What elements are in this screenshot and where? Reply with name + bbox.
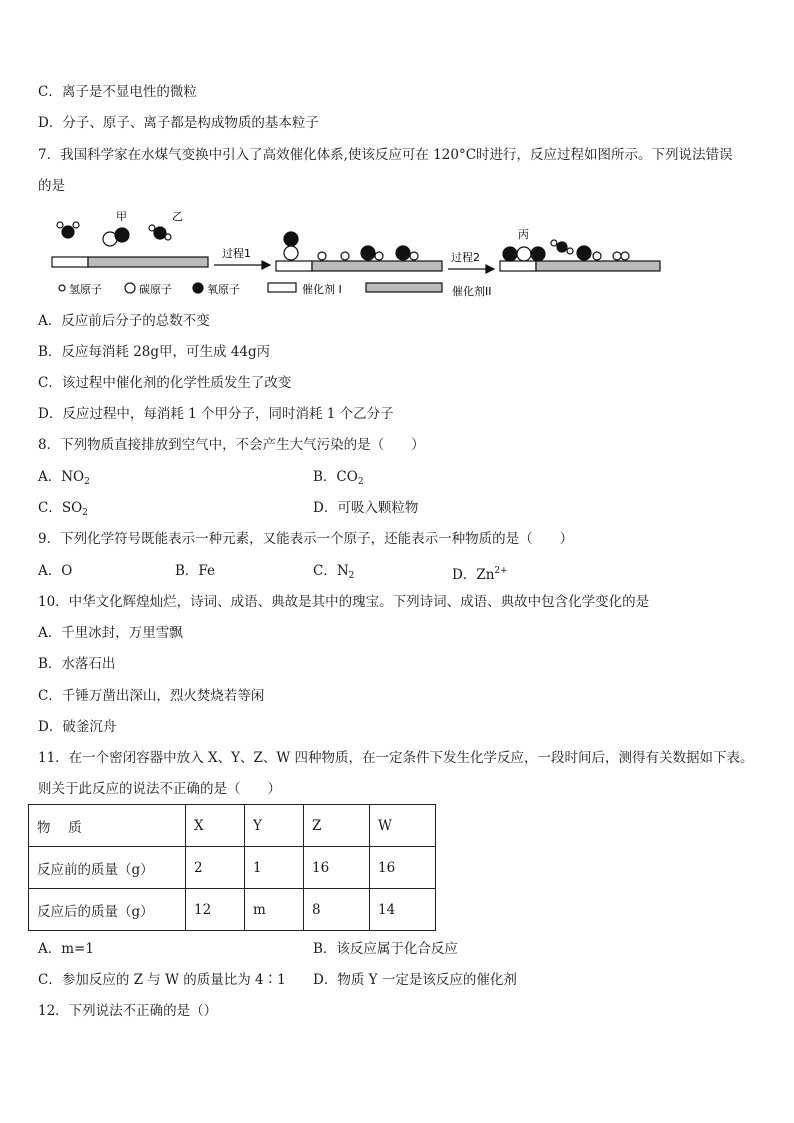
q8-stem: 8．下列物质直接排放到空气中，不会产生大气污染的是（ ） bbox=[38, 437, 425, 453]
q10-option-c: C．千锤万凿出深山，烈火焚烧若等闲 bbox=[38, 688, 265, 704]
table-cell: 8 bbox=[304, 889, 370, 931]
q7-stem-line1: 7．我国科学家在水煤气变换中引入了高效催化体系,使该反应可在 120°C时进行，反应过程如图所示。下列说法错误 bbox=[38, 147, 733, 163]
table-cell: W bbox=[370, 805, 436, 847]
q11-data-table bbox=[28, 804, 436, 931]
q9-stem: 9．下列化学符号既能表示一种元素，又能表示一个原子，还能表示一种物质的是（ ） bbox=[38, 531, 574, 547]
q10-stem: 10．中华文化辉煌灿烂，诗词、成语、典故是其中的瑰宝。下列诗词、成语、典故中包含化学变化的是 bbox=[38, 594, 650, 610]
table-cell: 16 bbox=[370, 847, 436, 889]
table-cell: 16 bbox=[304, 847, 370, 889]
q9-option-c: C．$N_2$ bbox=[313, 563, 355, 581]
q10-option-d: D．破釜沉舟 bbox=[38, 719, 117, 735]
q11-option-c: C．参加反应的 Z 与 W 的质量比为 4∶1 bbox=[38, 972, 286, 988]
q10-option-b: B．水落石出 bbox=[38, 656, 116, 672]
table-cell: 14 bbox=[370, 889, 436, 931]
q10-option-a: A．千里冰封，万里雪飘 bbox=[38, 625, 183, 641]
q8-option-b: B．$CO_2$ bbox=[313, 469, 364, 487]
label-yi: 乙 bbox=[172, 210, 183, 223]
table-row bbox=[29, 847, 436, 889]
q11-option-d: D．物质 Y 一定是该反应的催化剂 bbox=[313, 972, 517, 988]
q7-option-b: B．反应每消耗 28g甲，可生成 44g丙 bbox=[38, 344, 271, 360]
table-cell: 反应后的质量（g） bbox=[29, 889, 186, 931]
legend-hydrogen: 氢原子 bbox=[69, 283, 102, 296]
q11-option-b: B．该反应属于化合反应 bbox=[313, 941, 458, 957]
q9-option-b: B．Fe bbox=[175, 563, 216, 579]
q6-option-c: C．离子是不显电性的微粒 bbox=[38, 84, 197, 100]
table-cell: 反应前的质量（g） bbox=[29, 847, 186, 889]
label-jia: 甲 bbox=[116, 210, 127, 223]
table-cell: Z bbox=[304, 805, 370, 847]
table-row bbox=[29, 889, 436, 931]
q8-option-c: C．$SO_2$ bbox=[38, 500, 88, 518]
table-cell: 2 bbox=[186, 847, 245, 889]
table-cell: 物 质 bbox=[29, 805, 186, 847]
q11-stem-line2: 则关于此反应的说法不正确的是（ ） bbox=[38, 781, 281, 797]
q7-option-c: C．该过程中催化剂的化学性质发生了改变 bbox=[38, 375, 292, 391]
q11-option-a: A．m=1 bbox=[38, 941, 94, 957]
legend-oxygen: 氧原子 bbox=[207, 283, 240, 296]
q8-option-d: D．可吸入颗粒物 bbox=[313, 500, 419, 516]
q11-stem-line1: 11．在一个密闭容器中放入 X、Y、Z、W 四种物质，在一定条件下发生化学反应，一段时间后，测得有关数据如下表。 bbox=[38, 750, 754, 766]
q7-stem-line2: 的是 bbox=[38, 178, 65, 194]
table-cell: Y bbox=[245, 805, 304, 847]
table-cell: 1 bbox=[245, 847, 304, 889]
legend-carbon: 碳原子 bbox=[139, 283, 172, 296]
q7-option-a: A．反应前后分子的总数不变 bbox=[38, 313, 210, 329]
q6-option-d: D．分子、原子、离子都是构成物质的基本粒子 bbox=[38, 115, 319, 131]
label-process1: 过程1 bbox=[222, 247, 251, 260]
table-cell: X bbox=[186, 805, 245, 847]
legend-catalyst-1: 催化剂 I bbox=[302, 283, 342, 296]
table-cell: 12 bbox=[186, 889, 245, 931]
reaction-figure bbox=[48, 205, 668, 300]
legend-catalyst-2: 催化剂II bbox=[452, 285, 492, 298]
q8-option-a: A．$NO_2$ bbox=[38, 469, 90, 487]
q9-option-d: D．$Zn^{2+}$ bbox=[452, 566, 508, 583]
q9-option-a: A．O bbox=[38, 563, 73, 579]
label-process2: 过程2 bbox=[451, 251, 480, 264]
q7-option-d: D．反应过程中，每消耗 1 个甲分子，同时消耗 1 个乙分子 bbox=[38, 406, 394, 422]
table-cell: m bbox=[245, 889, 304, 931]
table-header-row bbox=[29, 805, 436, 847]
label-bing: 丙 bbox=[518, 228, 529, 241]
q12-stem: 12．下列说法不正确的是（） bbox=[38, 1003, 218, 1019]
